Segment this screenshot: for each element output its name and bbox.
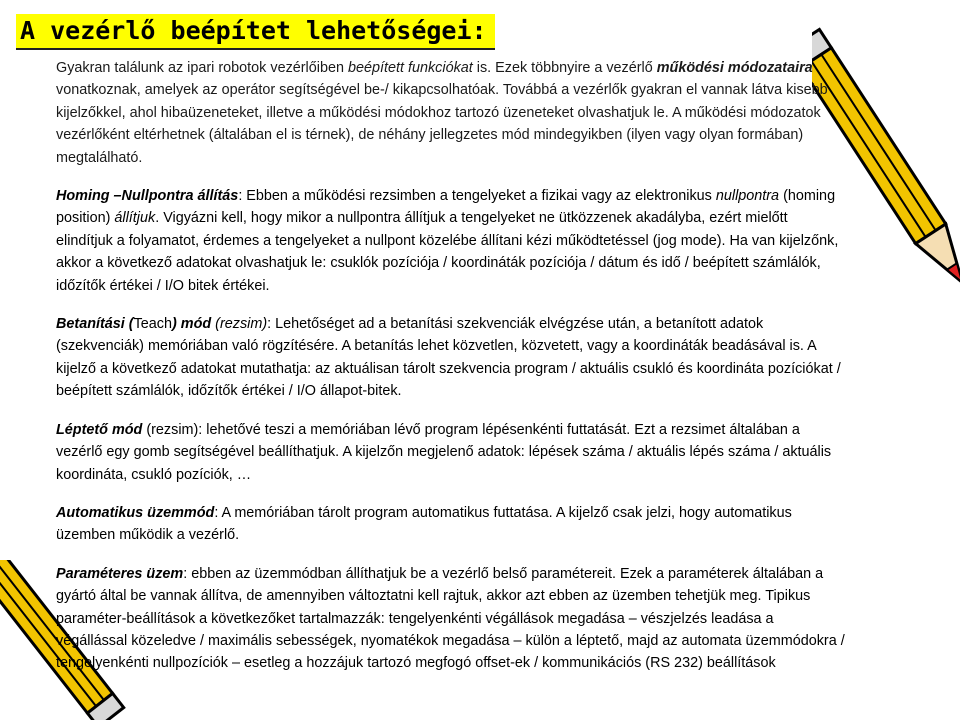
step-paragraph: Léptető mód (rezsim): lehetővé teszi a memóriában lévő program lépésenkénti futtatását. Ezt a rezsimet általában a vezérlő egy gomb segítségével beállíthatjuk. A kijelzőn megjelenő adatok: lépések száma / aktuális lépés száma / aktuális koordináta, csukló pozíciók, … xyxy=(56,421,832,483)
teach-paragraph: Betanítási (Teach) mód (rezsim): Lehetőséget ad a betanítási szekvenciák elvégzése után, a betanított adatok (szekvenciák) memóriában való rögzítésére. A betanítás lehet közvetlen, közvetett, vagy a koordináták beadásával is. A kijelző a következő adatokat mutathatja: az aktuálisan tárolt szekvencia program / aktuális csukló és koordináta pozíciókat / beépített számlálók, időzítők értékei / I/O állapot-bitek. xyxy=(56,316,841,400)
auto-paragraph: Automatikus üzemmód: A memóriában tárolt program automatikus futtatása. A kijelző csak jelzi, hogy automatikus üzemben működik a vezérlő. xyxy=(56,504,792,544)
intro-paragraph: Gyakran találunk az ipari robotok vezérlőiben beépített funkciókat is. Ezek többnyire a vezérlő működési módozataira vonatkoznak, amelyek az operátor segítségével be-/ kikapcsolhatóak. Továbbá a vezérlők gyakran el vannak látva kisebb kijelzőkkel, ahol hibaüzeneteket, illetve a működési módokhoz tartozó üzeneteket olvashatjuk le. A működési módozatok vezérlőként eltérhetnek (általában el is térnek), de néhány jellegzetes mód mindegyikben (ilyen vagy olyan formában) megtalálható. xyxy=(56,60,828,166)
homing-heading: Homing –Nullpontra állítás xyxy=(56,188,239,205)
step-heading: Léptető mód xyxy=(56,421,143,438)
page-title: A vezérlő beépítet lehetőségei: xyxy=(16,14,495,50)
homing-paragraph: Homing –Nullpontra állítás: Ebben a működési rezsimben a tengelyeket a fizikai vagy az elektronikus nullpontra (homing position) állítjuk. Vigyázni kell, hogy mikor a nullpontra állítjuk a tengelyeket ne ütközzenek akadályba, ezért mielőtt elindítjuk a folyamatot, érdemes a tengelyeket a nullpont közelébe állítani kézi működtetéssel (jog mode). Ha van kijelzőnk, akkor a következő adatokat olvashatjuk le: csuklók pozíciója / koordináták pozíciója / dátum és idő / beépített számlálók, időzítők értékei / I/O bitek értékei. xyxy=(56,188,839,294)
document-body xyxy=(56,57,846,675)
auto-heading: Automatikus üzemmód xyxy=(56,504,215,521)
teach-heading: Betanítási ( xyxy=(56,316,134,333)
param-heading: Paraméteres üzem xyxy=(56,565,184,582)
param-paragraph: Paraméteres üzem: ebben az üzemmódban állíthatjuk be a vezérlő belső paramétereit. Ezek a paraméterek általában a gyártó által be vannak állítva, de amennyiben változtatni kell rajtuk, akkor azt ebben az üzemben tehetjük meg. Tipikus paraméter-beállítások a következőket tartalmazzák: tengelyenkénti végállások megadása – vészjelzés leadása a végállással közeledve / maximális sebességek, nyomatékok megadása – külön a léptető, majd az automata üzemmódokra / tengelyenkénti nullpozíciók – esetleg a hozzájuk tartozó megfogó offset-ek / kommunikációs (RS 232) beállítások xyxy=(56,565,845,672)
